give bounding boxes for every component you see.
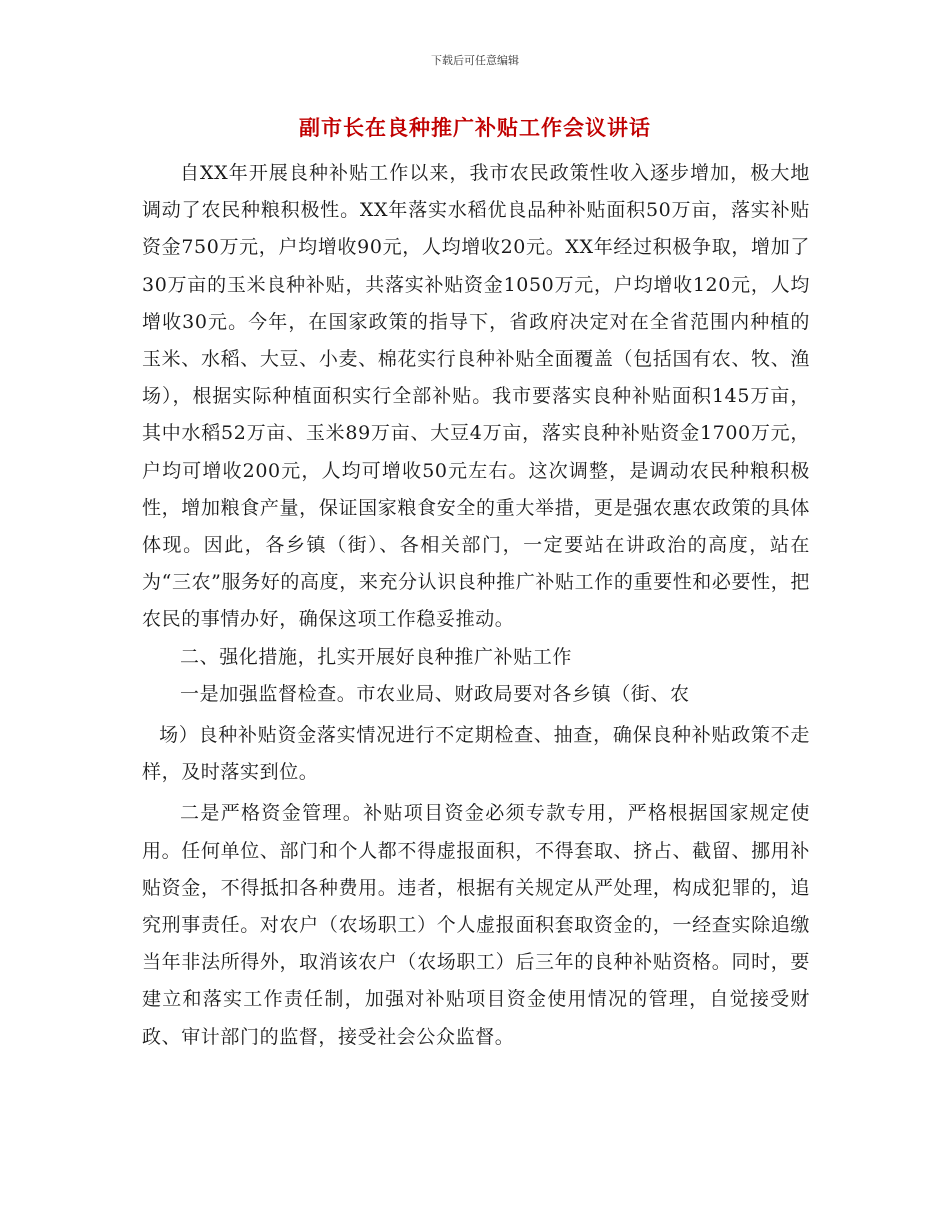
section-heading: 二、强化措施，扎实开展好良种推广补贴工作 (180, 645, 573, 668)
paragraph-supervision-continued: 场）良种补贴资金落实情况进行不定期检查、抽查，确保良种补贴政策不走样，及时落实到位。 (142, 724, 810, 784)
header-note: 下载后可任意编辑 (431, 54, 519, 67)
document-title: 副市长在良种推广补贴工作会议讲话 (299, 116, 651, 140)
document-body (142, 155, 810, 1056)
paragraph-fund-management: 二是严格资金管理。补贴项目资金必须专款专用，严格根据国家规定使用。任何单位、部门和个人都不得虚报面积，不得套取、挤占、截留、挪用补贴资金，不得抵扣各种费用。违者，根据有关规定从严处理，构成犯罪的，追究刑事责任。对农户（农场职工）个人虚报面积套取资金的，一经查实除追缴当年非法所得外，取消该农户（农场职工）后三年的良种补贴资格。同时，要建立和落实工作责任制，加强对补贴项目资金使用情况的管理，自觉接受财政、审计部门的监督，接受社会公众监督。 (142, 802, 810, 1048)
paragraph-intro: 自XX年开展良种补贴工作以来，我市农民政策性收入逐步增加，极大地调动了农民种粮积极性。XX年落实水稻优良品种补贴面积50万亩，落实补贴资金750万元，户均增收90元，人均增收20元。XX年经过积极争取，增加了30万亩的玉米良种补贴，共落实补贴资金1050万元，户均增收120元，人均增收30元。今年，在国家政策的指导下，省政府决定对在全省范围内种植的玉米、水稻、大豆、小麦、棉花实行良种补贴全面覆盖（包括国有农、牧、渔场），根据实际种植面积实行全部补贴。我市要落实良种补贴面积145万亩，其中水稻52万亩、玉米89万亩、大豆4万亩，落实良种补贴资金1700万元，户均可增收200元，人均可增收50元左右。这次调整，是调动农民种粮积极性，增加粮食产量，保证国家粮食安全的重大举措，更是强农惠农政策的具体体现。因此，各乡镇（街）、各相关部门，一定要站在讲政治的高度，站在为“三农”服务好的高度，来充分认识良种推广补贴工作的重要性和必要性，把农民的事情办好，确保这项工作稳妥推动。 (142, 162, 810, 631)
paragraph-supervision-first-line: 一是加强监督检查。市农业局、财政局要对各乡镇（街、农 (180, 682, 690, 705)
